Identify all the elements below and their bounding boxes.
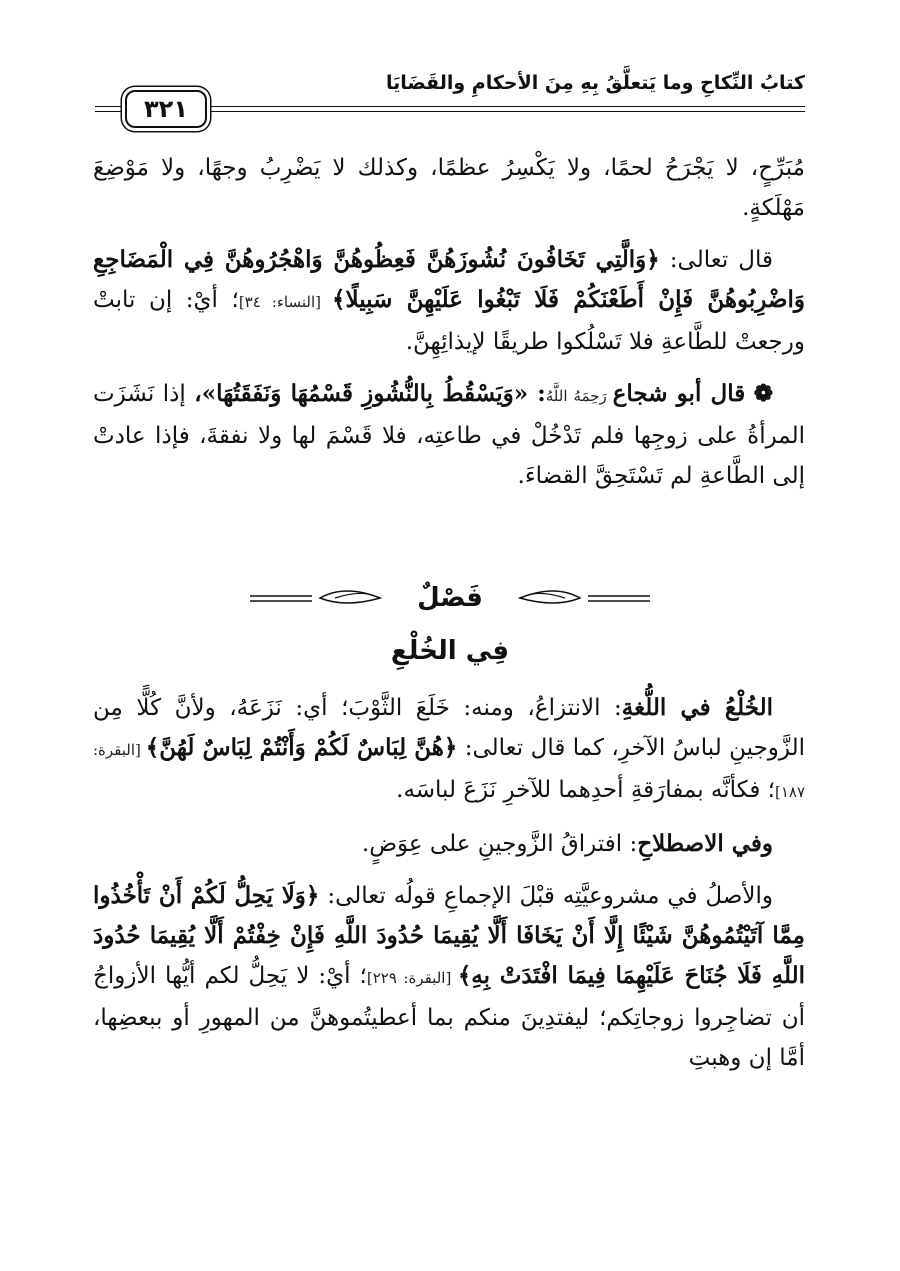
quran-verse: ﴿وَلَا يَحِلُّ لَكُمْ أَنْ تَأْخُذُوا مِمَّا آتَيْتُمُوهُنَّ شَيْئًا إِلَّا أَنْ يَخَافَا أَلَّا يُقِيمَا حُدُودَ اللَّهِ فَإِنْ خِفْتُمْ أَلَّا يُقِيمَا حُدُودَ اللَّهِ فَلَا جُنَاحَ عَلَيْهِمَا فِيمَا افْتَدَتْ بِهِ﴾ — [93, 882, 806, 989]
verse-reference: [البقرة: ٢٢٩] — [366, 969, 458, 987]
paragraph-text: إذا نَشَزَت المرأةُ على زوجِها فلم تَدْخُلْ في طاعتِه، فلا قَسْمَ لها ولا نفقةَ، فإذا عادتْ إلى الطَّاعةِ لم تَسْتَحِقَّ القضاءَ. — [93, 381, 805, 489]
author-name: قال أبو شجاع — [612, 380, 746, 407]
verse-reference: [النساء: ٣٤] — [238, 293, 333, 311]
paragraph-2 — [93, 240, 805, 362]
paragraph-1 — [93, 148, 805, 228]
text-block-bottom — [93, 688, 805, 1078]
honorific: رَحِمَهُ اللَّهُ — [545, 387, 613, 405]
page-number-ornament — [95, 88, 805, 128]
paragraph-lead: قال تعالى: — [659, 247, 773, 273]
paragraph-6 — [93, 876, 805, 1078]
quran-verse: ﴿هُنَّ لِبَاسٌ لَكُمْ وَأَنْتُمْ لِبَاسٌ لَهُنَّ﴾ — [145, 734, 458, 761]
matn-quote: : «وَيَسْقُطُ بِالنُّشُوزِ قَسْمُهَا وَنَفَقَتُهَا»، — [194, 380, 546, 407]
definition-term: وفي الاصطلاحِ — [637, 830, 773, 857]
section-title: فَصْلٌ — [417, 583, 483, 613]
paragraph-4 — [93, 688, 805, 812]
paragraph-text: : الانتزاعُ، ومنه: خَلَعَ الثَّوْبَ؛ أي: نَزَعَهُ، ولأنَّ كُلًّا مِن الزَّوجينِ لباسُ الآخرِ، كما قال تعالى: — [93, 695, 805, 761]
paragraph-lead: والأصلُ في مشروعيَّتِه قبْلَ الإجماعِ قولُه تعالى: — [319, 883, 773, 909]
text-block-top — [93, 148, 805, 496]
paragraph-text: ؛ أيْ: إن تابتْ ورجعتْ للطَّاعةِ فلا تَسْلُكوا طريقًا لإيذائِهِنَّ. — [93, 287, 805, 355]
book-title: كتابُ النِّكاحِ وما يَتعلَّقُ بِهِ مِنَ الأحكامِ والقَضَايَا — [385, 72, 805, 94]
paragraph-3 — [93, 374, 805, 496]
paragraph-5 — [93, 824, 805, 864]
paragraph-text: : افتراقُ الزَّوجينِ على عِوَضٍ. — [361, 831, 638, 857]
section-divider — [250, 578, 650, 618]
page-number: ٣٢١ — [125, 90, 207, 128]
chapter-title: فِي الخُلْعِ — [390, 636, 510, 666]
paragraph-text: ؛ أيْ: لا يَحِلُّ لكم أيُّها الأزواجُ أن تضاجِروا زوجاتِكم؛ ليفتدِينَ منكم بما أعطيتُموهنَّ من المهورِ أو ببعضِها، أمَّا إن وهبتِ — [93, 963, 805, 1071]
quran-verse: ﴿وَالَّتِي تَخَافُونَ نُشُوزَهُنَّ فَعِظُوهُنَّ وَاهْجُرُوهُنَّ فِي الْمَضَاجِعِ وَاضْرِبُوهُنَّ فَإِنْ أَطَعْنَكُمْ فَلَا تَبْغُوا عَلَيْهِنَّ سَبِيلًا﴾ — [93, 246, 805, 313]
verse-reference: [البقرة: ١٨٧] — [93, 741, 805, 801]
paragraph-text: مُبَرِّحٍ، لا يَجْرَحُ لحمًا، ولا يَكْسِرُ عظمًا، وكذلك لا يَضْرِبُ وجهًا، ولا مَوْضِعَ مَهْلَكةٍ. — [93, 155, 805, 221]
definition-term: الخُلْعُ في اللُّغةِ — [621, 694, 773, 721]
page-header — [95, 68, 805, 128]
paragraph-text: ؛ فكأنَّه بمفارَقةِ أحدِهما للآخرِ نَزَعَ لباسَه. — [396, 777, 775, 803]
flower-ornament-icon: ❁ — [753, 380, 773, 407]
